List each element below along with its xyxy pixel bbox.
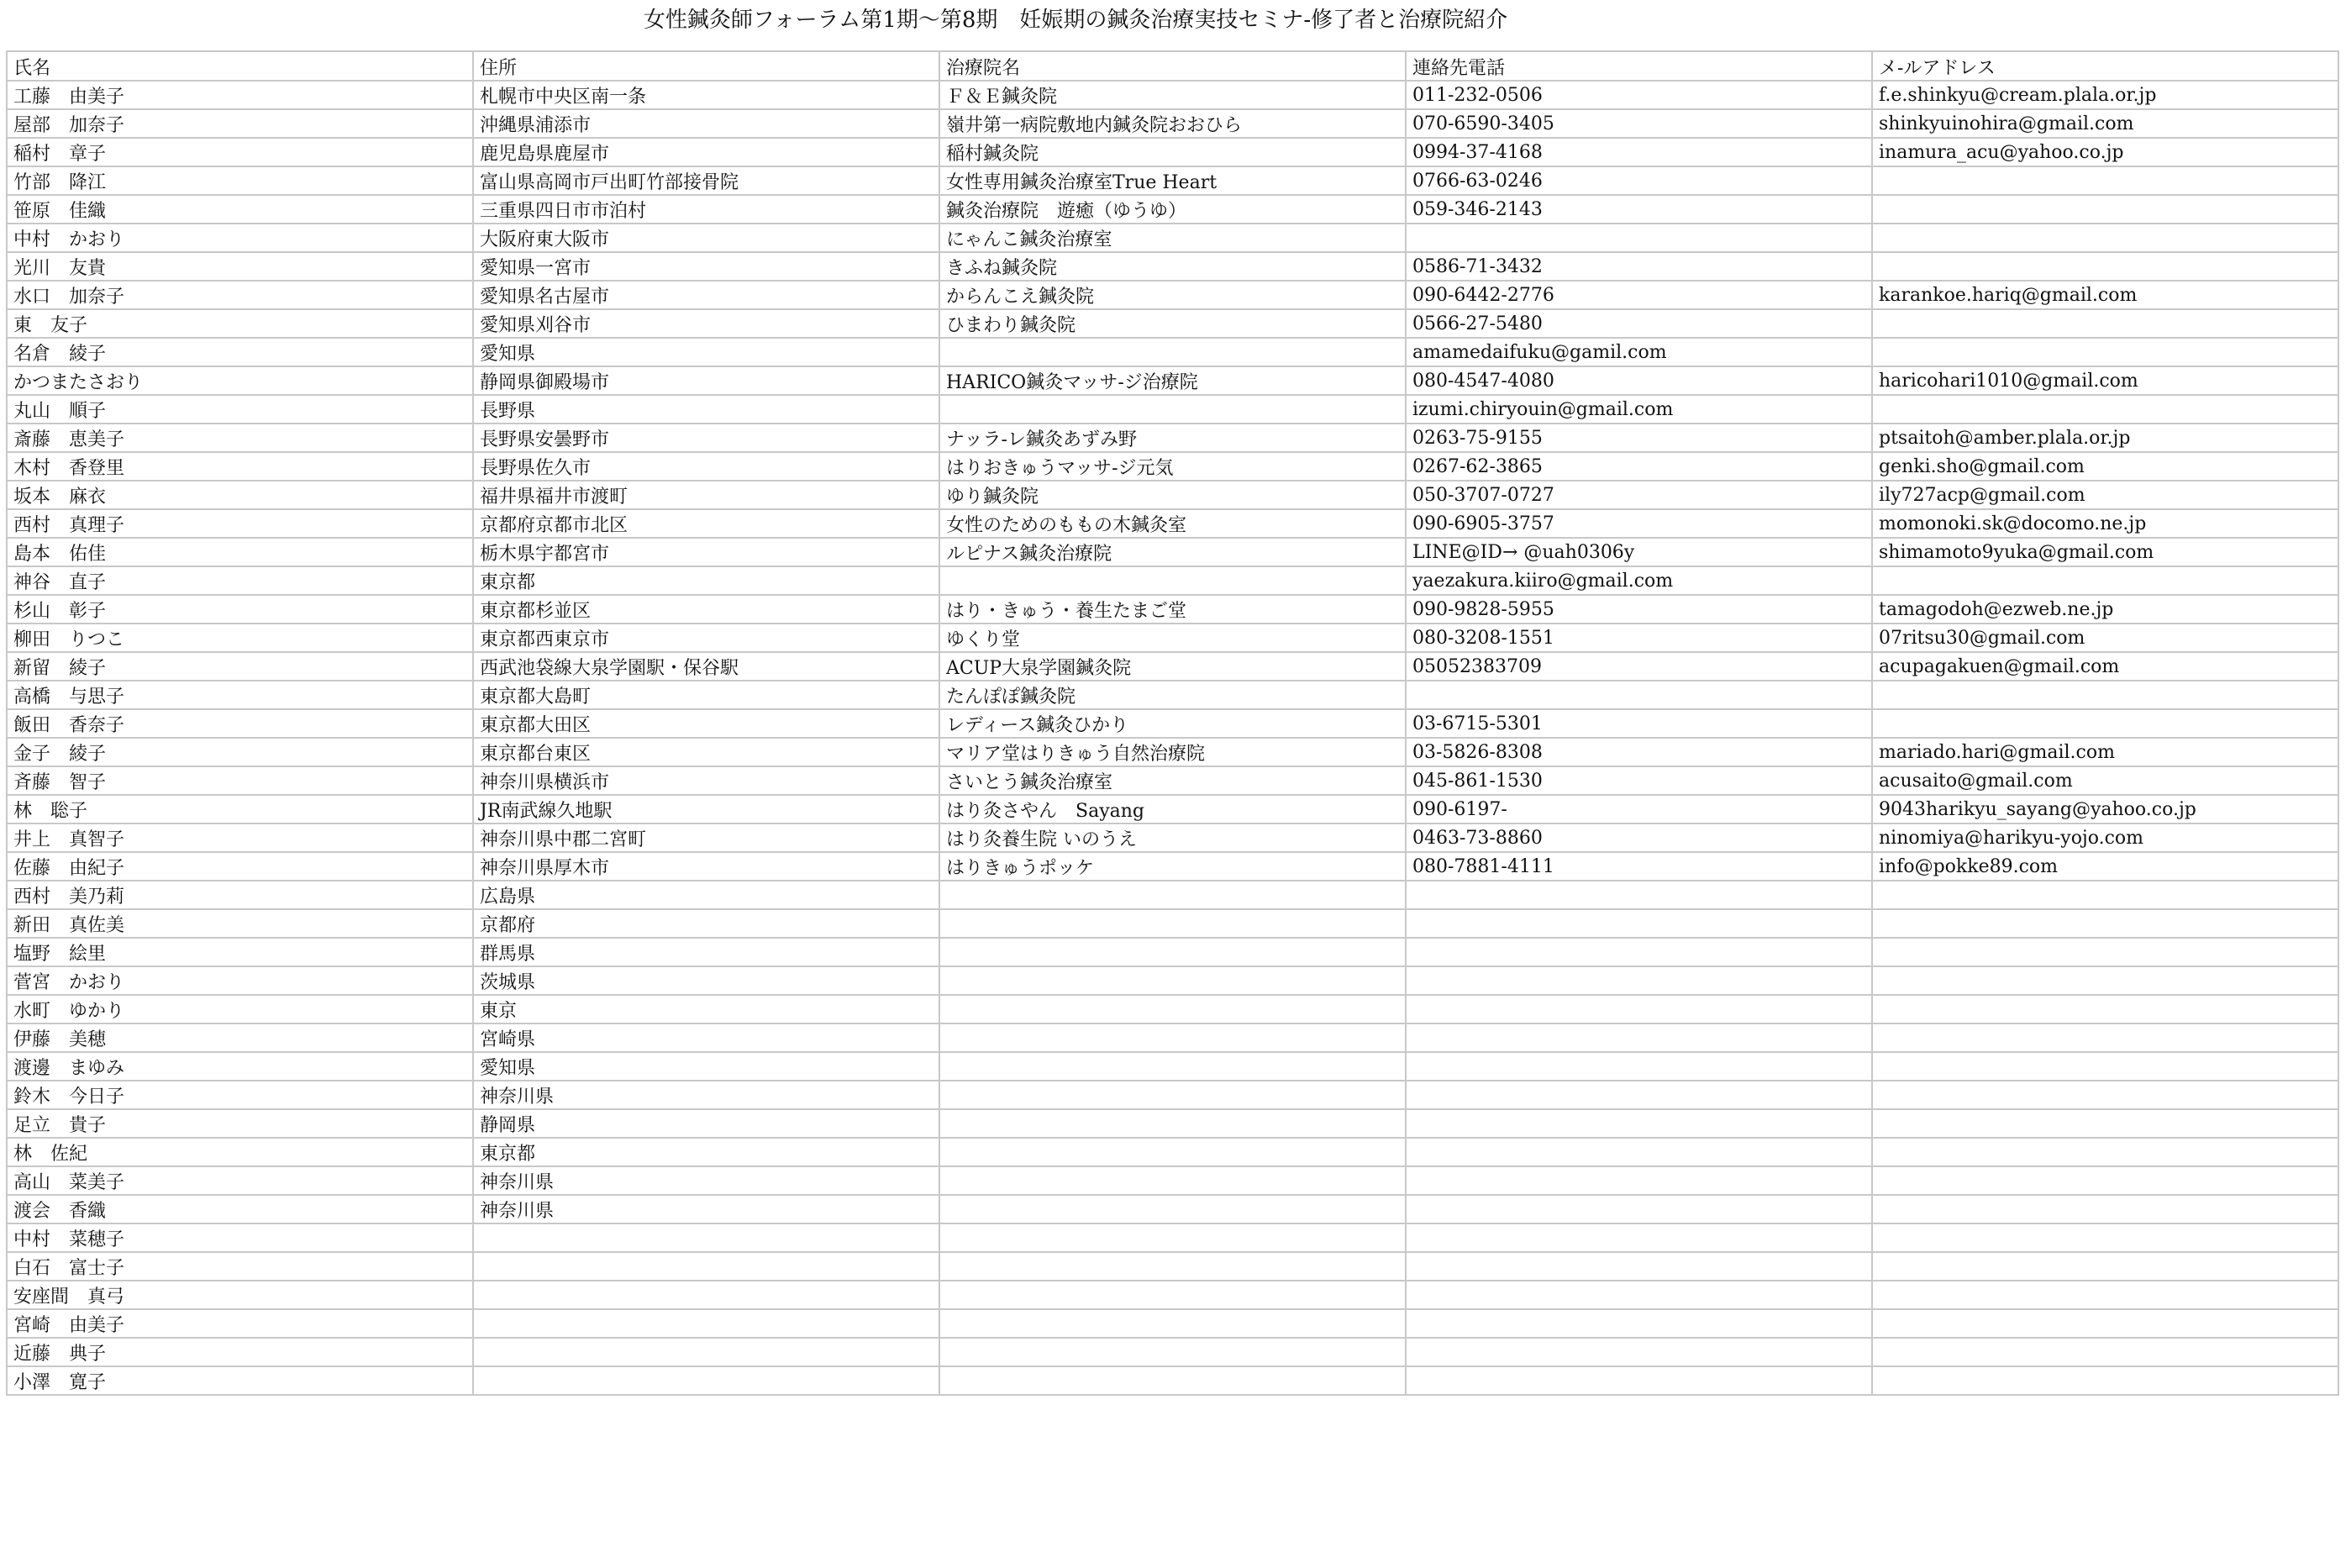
email-cell: [1872, 1223, 2338, 1252]
phone-cell: 0586-71-3432: [1406, 252, 1872, 281]
name-cell: 島本 佑佳: [7, 538, 473, 566]
phone-cell: [1406, 1281, 1872, 1309]
clinic-cell: ACUP大泉学園鍼灸院: [939, 652, 1406, 681]
clinic-cell: たんぽぽ鍼灸院: [939, 681, 1406, 709]
name-cell: 近藤 典子: [7, 1338, 473, 1366]
address-cell: 東京都: [473, 1138, 939, 1166]
address-cell: 栃木県宇都宮市: [473, 538, 939, 566]
address-cell: 三重県四日市市泊村: [473, 195, 939, 224]
phone-cell: 03-6715-5301: [1406, 709, 1872, 738]
name-cell: 稲村 章子: [7, 138, 473, 166]
clinic-cell: [939, 1023, 1406, 1052]
phone-cell: [1406, 1166, 1872, 1195]
clinic-cell: ゆくり堂: [939, 624, 1406, 652]
table-row: [7, 795, 2338, 823]
table-row: [7, 166, 2338, 195]
email-cell: [1872, 1195, 2338, 1223]
phone-cell: LINE@ID→ @uah0306y: [1406, 538, 1872, 566]
address-cell: 長野県: [473, 395, 939, 424]
clinic-cell: ナッラ-レ鍼灸あずみ野: [939, 424, 1406, 452]
clinic-cell: [939, 1309, 1406, 1338]
email-cell: [1872, 1338, 2338, 1366]
table-row: [7, 538, 2338, 566]
phone-cell: [1406, 1366, 1872, 1395]
table-row: [7, 852, 2338, 881]
name-cell: 斉藤 智子: [7, 766, 473, 795]
table-row: [7, 681, 2338, 709]
address-cell: 群馬県: [473, 938, 939, 966]
email-cell: [1872, 166, 2338, 195]
graduates-table: [6, 50, 2339, 1396]
address-cell: 愛知県一宮市: [473, 252, 939, 281]
name-cell: 坂本 麻衣: [7, 481, 473, 509]
address-cell: 沖縄県浦添市: [473, 109, 939, 138]
name-cell: 新田 真佐美: [7, 909, 473, 938]
address-cell: 西武池袋線大泉学園駅・保谷駅: [473, 652, 939, 681]
email-cell: karankoe.hariq@gmail.com: [1872, 281, 2338, 309]
name-cell: 高橋 与思子: [7, 681, 473, 709]
name-cell: 足立 貴子: [7, 1109, 473, 1138]
email-cell: haricohari1010@gmail.com: [1872, 366, 2338, 395]
name-cell: 伊藤 美穂: [7, 1023, 473, 1052]
email-cell: [1872, 195, 2338, 224]
phone-cell: 070-6590-3405: [1406, 109, 1872, 138]
table-row: [7, 481, 2338, 509]
phone-cell: [1406, 1338, 1872, 1366]
email-cell: [1872, 1052, 2338, 1081]
address-cell: [473, 1252, 939, 1281]
name-cell: 新留 綾子: [7, 652, 473, 681]
phone-cell: [1406, 1052, 1872, 1081]
address-cell: 宮崎県: [473, 1023, 939, 1052]
phone-cell: [1406, 966, 1872, 995]
name-cell: 渡会 香織: [7, 1195, 473, 1223]
clinic-cell: 女性のためのももの木鍼灸室: [939, 509, 1406, 538]
address-cell: 東京都杉並区: [473, 595, 939, 624]
email-cell: inamura_acu@yahoo.co.jp: [1872, 138, 2338, 166]
table-row: [7, 1109, 2338, 1138]
clinic-cell: [939, 1252, 1406, 1281]
clinic-cell: マリア堂はりきゅう自然治療院: [939, 738, 1406, 766]
address-cell: [473, 1309, 939, 1338]
address-cell: [473, 1366, 939, 1395]
email-cell: [1872, 566, 2338, 595]
table-row: [7, 452, 2338, 481]
phone-cell: amamedaifuku@gamil.com: [1406, 338, 1872, 366]
email-cell: 9043harikyu_sayang@yahoo.co.jp: [1872, 795, 2338, 823]
name-cell: 白石 富士子: [7, 1252, 473, 1281]
table-row: [7, 624, 2338, 652]
phone-cell: [1406, 909, 1872, 938]
address-cell: 東京都: [473, 566, 939, 595]
address-cell: 東京都大島町: [473, 681, 939, 709]
name-cell: 笹原 佳織: [7, 195, 473, 224]
table-row: [7, 566, 2338, 595]
phone-cell: [1406, 1223, 1872, 1252]
phone-cell: 090-9828-5955: [1406, 595, 1872, 624]
address-cell: 京都府: [473, 909, 939, 938]
clinic-cell: からんこえ鍼灸院: [939, 281, 1406, 309]
clinic-cell: きふね鍼灸院: [939, 252, 1406, 281]
address-cell: 愛知県: [473, 338, 939, 366]
address-cell: 東京都西東京市: [473, 624, 939, 652]
email-cell: [1872, 224, 2338, 252]
clinic-cell: [939, 338, 1406, 366]
phone-cell: [1406, 881, 1872, 909]
address-cell: 静岡県御殿場市: [473, 366, 939, 395]
table-row: [7, 823, 2338, 852]
email-cell: [1872, 1166, 2338, 1195]
name-cell: 名倉 綾子: [7, 338, 473, 366]
clinic-cell: [939, 566, 1406, 595]
clinic-cell: 女性専用鍼灸治療室True Heart: [939, 166, 1406, 195]
table-row: [7, 966, 2338, 995]
address-cell: 茨城県: [473, 966, 939, 995]
clinic-cell: [939, 1166, 1406, 1195]
email-cell: ptsaitoh@amber.plala.or.jp: [1872, 424, 2338, 452]
page-title: 女性鍼灸師フォーラム第1期〜第8期 妊娠期の鍼灸治療実技セミナ-修了者と治療院紹介: [643, 8, 1508, 33]
clinic-cell: はりおきゅうマッサ-ジ元気: [939, 452, 1406, 481]
address-cell: 広島県: [473, 881, 939, 909]
email-cell: [1872, 681, 2338, 709]
phone-cell: [1406, 224, 1872, 252]
email-cell: [1872, 909, 2338, 938]
phone-cell: 090-6197-: [1406, 795, 1872, 823]
column-header-email: メ-ルアドレス: [1872, 51, 2338, 81]
clinic-cell: 嶺井第一病院敷地内鍼灸院おおひら: [939, 109, 1406, 138]
clinic-cell: [939, 1052, 1406, 1081]
clinic-cell: [939, 1109, 1406, 1138]
name-cell: 菅宮 かおり: [7, 966, 473, 995]
email-cell: info@pokke89.com: [1872, 852, 2338, 881]
email-cell: tamagodoh@ezweb.ne.jp: [1872, 595, 2338, 624]
address-cell: 神奈川県中郡二宮町: [473, 823, 939, 852]
phone-cell: [1406, 995, 1872, 1023]
table-row: [7, 366, 2338, 395]
name-cell: 塩野 絵里: [7, 938, 473, 966]
table-row: [7, 1338, 2338, 1366]
address-cell: 東京: [473, 995, 939, 1023]
clinic-cell: さいとう鍼灸治療室: [939, 766, 1406, 795]
table-row: [7, 1366, 2338, 1395]
name-cell: 飯田 香奈子: [7, 709, 473, 738]
email-cell: f.e.shinkyu@cream.plala.or.jp: [1872, 81, 2338, 109]
table-row: [7, 424, 2338, 452]
clinic-cell: ルピナス鍼灸治療院: [939, 538, 1406, 566]
name-cell: 小澤 寛子: [7, 1366, 473, 1395]
email-cell: [1872, 309, 2338, 338]
phone-cell: 03-5826-8308: [1406, 738, 1872, 766]
email-cell: [1872, 1252, 2338, 1281]
table-row: [7, 109, 2338, 138]
address-cell: 愛知県: [473, 1052, 939, 1081]
address-cell: [473, 1223, 939, 1252]
table-row: [7, 709, 2338, 738]
clinic-cell: [939, 938, 1406, 966]
clinic-cell: [939, 995, 1406, 1023]
address-cell: 静岡県: [473, 1109, 939, 1138]
email-cell: [1872, 252, 2338, 281]
table-row: [7, 995, 2338, 1023]
name-cell: 高山 菜美子: [7, 1166, 473, 1195]
table-row: [7, 766, 2338, 795]
phone-cell: [1406, 1023, 1872, 1052]
email-cell: [1872, 1023, 2338, 1052]
header-row: [7, 51, 2338, 81]
name-cell: 井上 真智子: [7, 823, 473, 852]
email-cell: 07ritsu30@gmail.com: [1872, 624, 2338, 652]
name-cell: 柳田 りつこ: [7, 624, 473, 652]
address-cell: [473, 1338, 939, 1366]
name-cell: 工藤 由美子: [7, 81, 473, 109]
column-header-clinic: 治療院名: [939, 51, 1406, 81]
email-cell: mariado.hari@gmail.com: [1872, 738, 2338, 766]
table-row: [7, 1023, 2338, 1052]
email-cell: [1872, 938, 2338, 966]
phone-cell: 0267-62-3865: [1406, 452, 1872, 481]
name-cell: 安座間 真弓: [7, 1281, 473, 1309]
clinic-cell: [939, 909, 1406, 938]
address-cell: 神奈川県: [473, 1166, 939, 1195]
address-cell: 京都府京都市北区: [473, 509, 939, 538]
table-row: [7, 738, 2338, 766]
table-row: [7, 224, 2338, 252]
table-row: [7, 281, 2338, 309]
name-cell: 斎藤 恵美子: [7, 424, 473, 452]
table-row: [7, 881, 2338, 909]
clinic-cell: [939, 881, 1406, 909]
name-cell: 光川 友貴: [7, 252, 473, 281]
table-row: [7, 509, 2338, 538]
phone-cell: [1406, 1309, 1872, 1338]
address-cell: 長野県安曇野市: [473, 424, 939, 452]
table-row: [7, 1081, 2338, 1109]
name-cell: 杉山 彰子: [7, 595, 473, 624]
table-row: [7, 938, 2338, 966]
name-cell: 中村 かおり: [7, 224, 473, 252]
clinic-cell: [939, 966, 1406, 995]
email-cell: [1872, 966, 2338, 995]
table-row: [7, 909, 2338, 938]
phone-cell: [1406, 681, 1872, 709]
clinic-cell: 稲村鍼灸院: [939, 138, 1406, 166]
email-cell: [1872, 881, 2338, 909]
table-row: [7, 1252, 2338, 1281]
phone-cell: 090-6442-2776: [1406, 281, 1872, 309]
table-row: [7, 595, 2338, 624]
column-header-address: 住所: [473, 51, 939, 81]
table-row: [7, 1052, 2338, 1081]
phone-cell: 0994-37-4168: [1406, 138, 1872, 166]
clinic-cell: はり・きゅう・養生たまご堂: [939, 595, 1406, 624]
email-cell: shinkyuinohira@gmail.com: [1872, 109, 2338, 138]
clinic-cell: ゆり鍼灸院: [939, 481, 1406, 509]
phone-cell: izumi.chiryouin@gmail.com: [1406, 395, 1872, 424]
table-row: [7, 138, 2338, 166]
address-cell: 神奈川県横浜市: [473, 766, 939, 795]
email-cell: [1872, 1081, 2338, 1109]
name-cell: 木村 香登里: [7, 452, 473, 481]
phone-cell: 045-861-1530: [1406, 766, 1872, 795]
name-cell: 宮崎 由美子: [7, 1309, 473, 1338]
name-cell: 西村 美乃莉: [7, 881, 473, 909]
clinic-cell: [939, 1338, 1406, 1366]
clinic-cell: [939, 1195, 1406, 1223]
address-cell: 神奈川県: [473, 1081, 939, 1109]
email-cell: acupagakuen@gmail.com: [1872, 652, 2338, 681]
address-cell: 大阪府東大阪市: [473, 224, 939, 252]
phone-cell: [1406, 1081, 1872, 1109]
table-row: [7, 309, 2338, 338]
clinic-cell: [939, 1223, 1406, 1252]
clinic-cell: にゃんこ鍼灸治療室: [939, 224, 1406, 252]
phone-cell: [1406, 1138, 1872, 1166]
name-cell: 水口 加奈子: [7, 281, 473, 309]
phone-cell: [1406, 1109, 1872, 1138]
name-cell: 中村 菜穂子: [7, 1223, 473, 1252]
name-cell: 水町 ゆかり: [7, 995, 473, 1023]
table-row: [7, 1281, 2338, 1309]
table-row: [7, 395, 2338, 424]
email-cell: acusaito@gmail.com: [1872, 766, 2338, 795]
email-cell: [1872, 338, 2338, 366]
name-cell: 林 聡子: [7, 795, 473, 823]
name-cell: 丸山 順子: [7, 395, 473, 424]
email-cell: ily727acp@gmail.com: [1872, 481, 2338, 509]
clinic-cell: はりきゅうポッケ: [939, 852, 1406, 881]
phone-cell: 050-3707-0727: [1406, 481, 1872, 509]
table-row: [7, 338, 2338, 366]
address-cell: 富山県高岡市戸出町竹部接骨院: [473, 166, 939, 195]
address-cell: [473, 1281, 939, 1309]
table-row: [7, 1166, 2338, 1195]
phone-cell: 011-232-0506: [1406, 81, 1872, 109]
name-cell: 西村 真理子: [7, 509, 473, 538]
address-cell: 愛知県刈谷市: [473, 309, 939, 338]
clinic-cell: ひまわり鍼灸院: [939, 309, 1406, 338]
email-cell: [1872, 1281, 2338, 1309]
table-header: [7, 51, 2338, 81]
email-cell: [1872, 709, 2338, 738]
address-cell: 鹿児島県鹿屋市: [473, 138, 939, 166]
column-header-phone: 連絡先電話: [1406, 51, 1872, 81]
phone-cell: 0463-73-8860: [1406, 823, 1872, 852]
table-row: [7, 1223, 2338, 1252]
name-cell: 渡邊 まゆみ: [7, 1052, 473, 1081]
email-cell: [1872, 995, 2338, 1023]
clinic-cell: [939, 395, 1406, 424]
email-cell: momonoki.sk@docomo.ne.jp: [1872, 509, 2338, 538]
clinic-cell: はり灸さやん Sayang: [939, 795, 1406, 823]
address-cell: 札幌市中央区南一条: [473, 81, 939, 109]
email-cell: [1872, 1109, 2338, 1138]
table-row: [7, 652, 2338, 681]
phone-cell: 080-3208-1551: [1406, 624, 1872, 652]
phone-cell: 090-6905-3757: [1406, 509, 1872, 538]
phone-cell: 080-4547-4080: [1406, 366, 1872, 395]
name-cell: 金子 綾子: [7, 738, 473, 766]
table-row: [7, 1138, 2338, 1166]
phone-cell: [1406, 938, 1872, 966]
column-header-name: 氏名: [7, 51, 473, 81]
address-cell: 神奈川県厚木市: [473, 852, 939, 881]
address-cell: 神奈川県: [473, 1195, 939, 1223]
clinic-cell: 鍼灸治療院 遊癒（ゆうゆ）: [939, 195, 1406, 224]
email-cell: [1872, 395, 2338, 424]
phone-cell: 059-346-2143: [1406, 195, 1872, 224]
name-cell: かつまたさおり: [7, 366, 473, 395]
phone-cell: 0263-75-9155: [1406, 424, 1872, 452]
table-row: [7, 195, 2338, 224]
clinic-cell: はり灸養生院 いのうえ: [939, 823, 1406, 852]
name-cell: 東 友子: [7, 309, 473, 338]
address-cell: 長野県佐久市: [473, 452, 939, 481]
table-row: [7, 1195, 2338, 1223]
address-cell: 愛知県名古屋市: [473, 281, 939, 309]
address-cell: 東京都大田区: [473, 709, 939, 738]
name-cell: 竹部 降江: [7, 166, 473, 195]
clinic-cell: レディース鍼灸ひかり: [939, 709, 1406, 738]
clinic-cell: [939, 1366, 1406, 1395]
graduates-table-container: [6, 50, 2338, 1396]
clinic-cell: HARICO鍼灸マッサ-ジ治療院: [939, 366, 1406, 395]
phone-cell: 05052383709: [1406, 652, 1872, 681]
table-body: [7, 81, 2338, 1395]
name-cell: 林 佐紀: [7, 1138, 473, 1166]
clinic-cell: [939, 1281, 1406, 1309]
phone-cell: 080-7881-4111: [1406, 852, 1872, 881]
table-row: [7, 81, 2338, 109]
phone-cell: [1406, 1195, 1872, 1223]
clinic-cell: [939, 1081, 1406, 1109]
email-cell: [1872, 1366, 2338, 1395]
phone-cell: [1406, 1252, 1872, 1281]
name-cell: 佐藤 由紀子: [7, 852, 473, 881]
address-cell: 福井県福井市渡町: [473, 481, 939, 509]
email-cell: [1872, 1309, 2338, 1338]
address-cell: 東京都台東区: [473, 738, 939, 766]
phone-cell: 0566-27-5480: [1406, 309, 1872, 338]
email-cell: [1872, 1138, 2338, 1166]
clinic-cell: [939, 1138, 1406, 1166]
phone-cell: 0766-63-0246: [1406, 166, 1872, 195]
name-cell: 屋部 加奈子: [7, 109, 473, 138]
table-row: [7, 1309, 2338, 1338]
email-cell: shimamoto9yuka@gmail.com: [1872, 538, 2338, 566]
phone-cell: yaezakura.kiiro@gmail.com: [1406, 566, 1872, 595]
table-row: [7, 252, 2338, 281]
email-cell: genki.sho@gmail.com: [1872, 452, 2338, 481]
name-cell: 鈴木 今日子: [7, 1081, 473, 1109]
name-cell: 神谷 直子: [7, 566, 473, 595]
email-cell: ninomiya@harikyu-yojo.com: [1872, 823, 2338, 852]
address-cell: JR南武線久地駅: [473, 795, 939, 823]
clinic-cell: Ｆ＆Ｅ鍼灸院: [939, 81, 1406, 109]
